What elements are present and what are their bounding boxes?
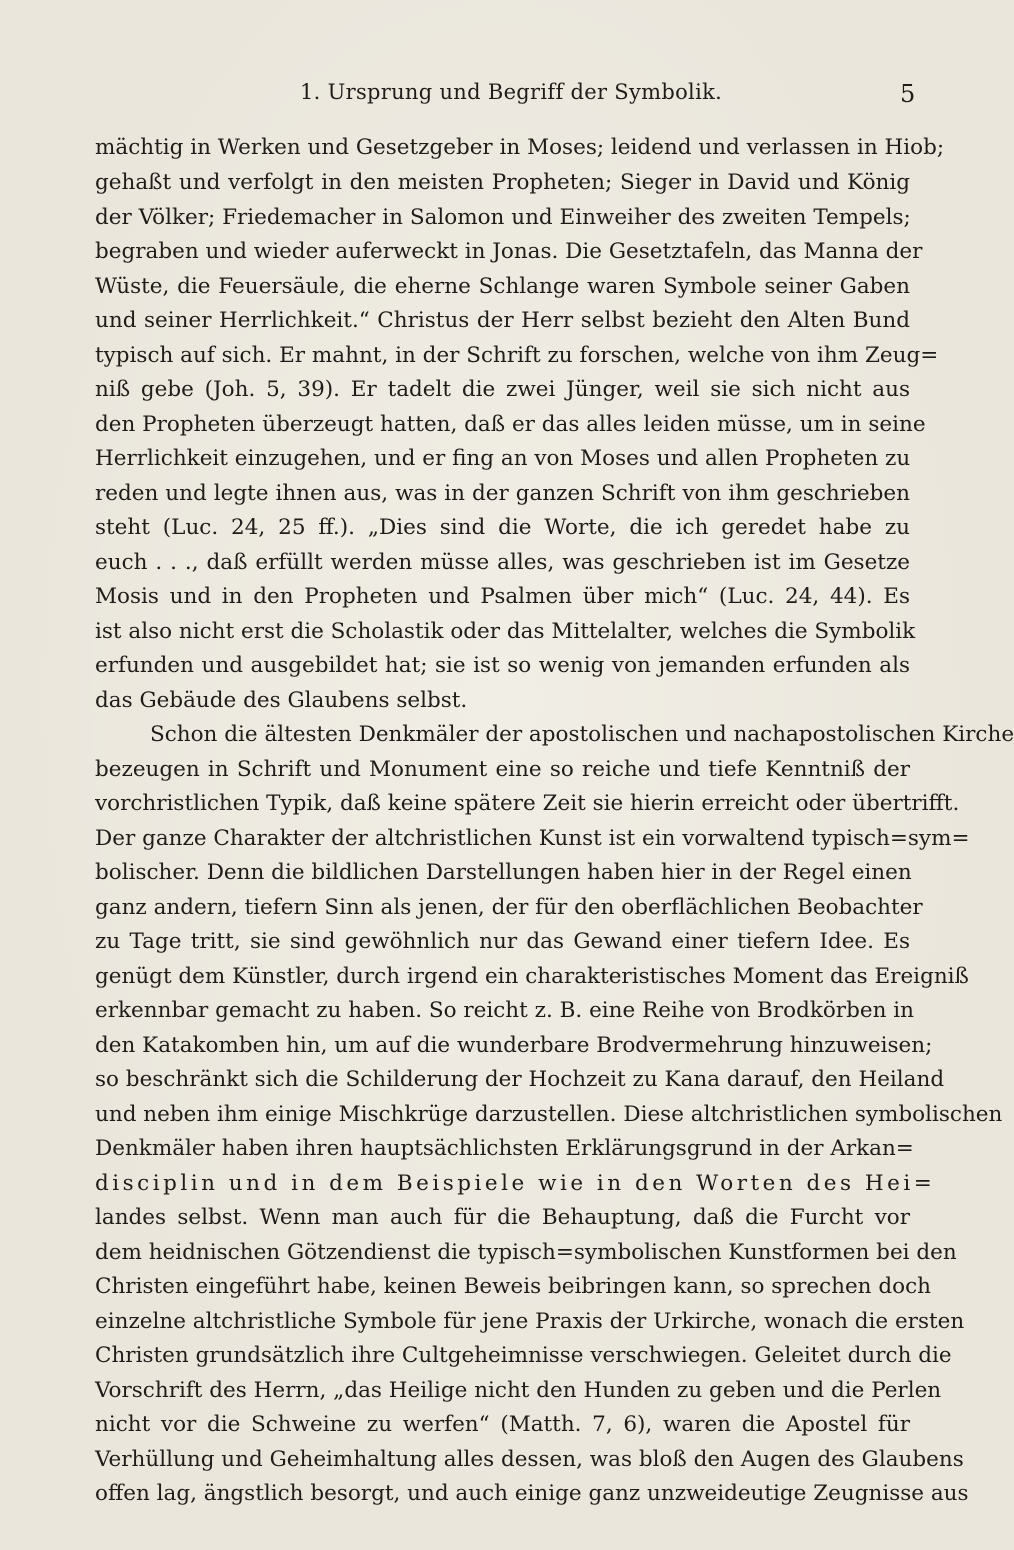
text-line: der Völker; Friedemacher in Salomon und Einweiher des zweiten Tempels; bbox=[95, 205, 911, 230]
text-line: den Propheten überzeugt hatten, daß er das alles leiden müsse, um in seine bbox=[95, 412, 926, 437]
text-line: einzelne altchristliche Symbole für jene Praxis der Urkirche, wonach die ersten bbox=[95, 1309, 965, 1334]
text-line: dem heidnischen Götzendienst die typisch=symbolischen Kunstformen bei den bbox=[95, 1240, 957, 1265]
paragraph-last-line: das Gebäude des Glaubens selbst. bbox=[95, 688, 468, 713]
text-line: so beschränkt sich die Schilderung der Hochzeit zu Kana darauf, den Heiland bbox=[95, 1067, 945, 1092]
text-line: reden und legte ihnen aus, was in der ganzen Schrift von ihm geschrieben bbox=[95, 481, 910, 506]
text-line: typisch auf sich. Er mahnt, in der Schrift zu forschen, welche von ihm Zeug= bbox=[95, 343, 939, 368]
text-line: ist also nicht erst die Scholastik oder das Mittelalter, welches die Symbolik bbox=[95, 619, 916, 644]
text-line: Christen eingeführt habe, keinen Beweis beibringen kann, so sprechen doch bbox=[95, 1274, 931, 1299]
text-line: landes selbst. Wenn man auch für die Behauptung, daß die Furcht vor bbox=[95, 1205, 910, 1230]
text-line: und seiner Herrlichkeit.“ Christus der Herr selbst bezieht den Alten Bund bbox=[95, 308, 910, 333]
text-line: Mosis und in den Propheten und Psalmen über mich“ (Luc. 24, 44). Es bbox=[95, 584, 910, 609]
text-line: zu Tage tritt, sie sind gewöhnlich nur das Gewand einer tiefern Idee. Es bbox=[95, 929, 910, 954]
text-line: begraben und wieder auferweckt in Jonas. Die Gesetztafeln, das Manna der bbox=[95, 239, 923, 264]
text-line: euch . . ., daß erfüllt werden müsse alles, was geschrieben ist im Gesetze bbox=[95, 550, 910, 575]
text-line: Herrlichkeit einzugehen, und er fing an von Moses und allen Propheten zu bbox=[95, 446, 911, 471]
text-line: Vorschrift des Herrn, „das Heilige nicht den Hunden zu geben und die Perlen bbox=[95, 1378, 942, 1403]
text-line: mächtig in Werken und Gesetzgeber in Moses; leidend und verlassen in Hiob; bbox=[95, 135, 945, 160]
text-line: bezeugen in Schrift und Monument eine so reiche und tiefe Kenntniß der bbox=[95, 757, 910, 782]
text-line: steht (Luc. 24, 25 ff.). „Dies sind die Worte, die ich geredet habe zu bbox=[95, 515, 910, 540]
text-line: erfunden und ausgebildet hat; sie ist so wenig von jemanden erfunden als bbox=[95, 653, 910, 678]
text-line: und neben ihm einige Mischkrüge darzustellen. Diese altchristlichen symbolischen bbox=[95, 1102, 1003, 1127]
text-line: ganz andern, tiefern Sinn als jenen, der für den oberflächlichen Beobachter bbox=[95, 895, 923, 920]
text-line: erkennbar gemacht zu haben. So reicht z. B. eine Reihe von Brodkörben in bbox=[95, 998, 914, 1023]
text-line: disciplin und in dem Beispiele wie in den Worten des Hei= bbox=[95, 1171, 936, 1196]
page-number: 5 bbox=[900, 80, 916, 108]
text-line: Verhüllung und Geheimhaltung alles dessen, was bloß den Augen des Glaubens bbox=[95, 1447, 964, 1472]
text-line: vorchristlichen Typik, daß keine spätere Zeit sie hierin erreicht oder übertrifft. bbox=[95, 791, 960, 816]
text-line: offen lag, ängstlich besorgt, und auch einige ganz unzweideutige Zeugnisse aus bbox=[95, 1481, 969, 1506]
text-line: bolischer. Denn die bildlichen Darstellungen haben hier in der Regel einen bbox=[95, 860, 912, 885]
text-line: den Katakomben hin, um auf die wunderbare Brodvermehrung hinzuweisen; bbox=[95, 1033, 933, 1058]
text-line: Christen grundsätzlich ihre Cultgeheimnisse verschwiegen. Geleitet durch die bbox=[95, 1343, 952, 1368]
text-line: Denkmäler haben ihren hauptsächlichsten Erklärungsgrund in der Arkan= bbox=[95, 1136, 914, 1161]
text-line: Der ganze Charakter der altchristlichen Kunst ist ein vorwaltend typisch=sym= bbox=[95, 826, 970, 851]
text-line: nicht vor die Schweine zu werfen“ (Matth. 7, 6), waren die Apostel für bbox=[95, 1412, 910, 1437]
text-line: niß gebe (Joh. 5, 39). Er tadelt die zwei Jünger, weil sie sich nicht aus bbox=[95, 377, 910, 402]
text-line: Wüste, die Feuersäule, die eherne Schlange waren Symbole seiner Gaben bbox=[95, 274, 910, 299]
running-head: 1. Ursprung und Begriff der Symbolik. bbox=[300, 80, 723, 104]
text-line: genügt dem Künstler, durch irgend ein charakteristisches Moment das Ereigniß bbox=[95, 964, 969, 989]
paragraph-first-line: Schon die ältesten Denkmäler der apostolischen und nachapostolischen Kirche bbox=[150, 722, 1014, 747]
text-line: gehaßt und verfolgt in den meisten Propheten; Sieger in David und König bbox=[95, 170, 910, 195]
